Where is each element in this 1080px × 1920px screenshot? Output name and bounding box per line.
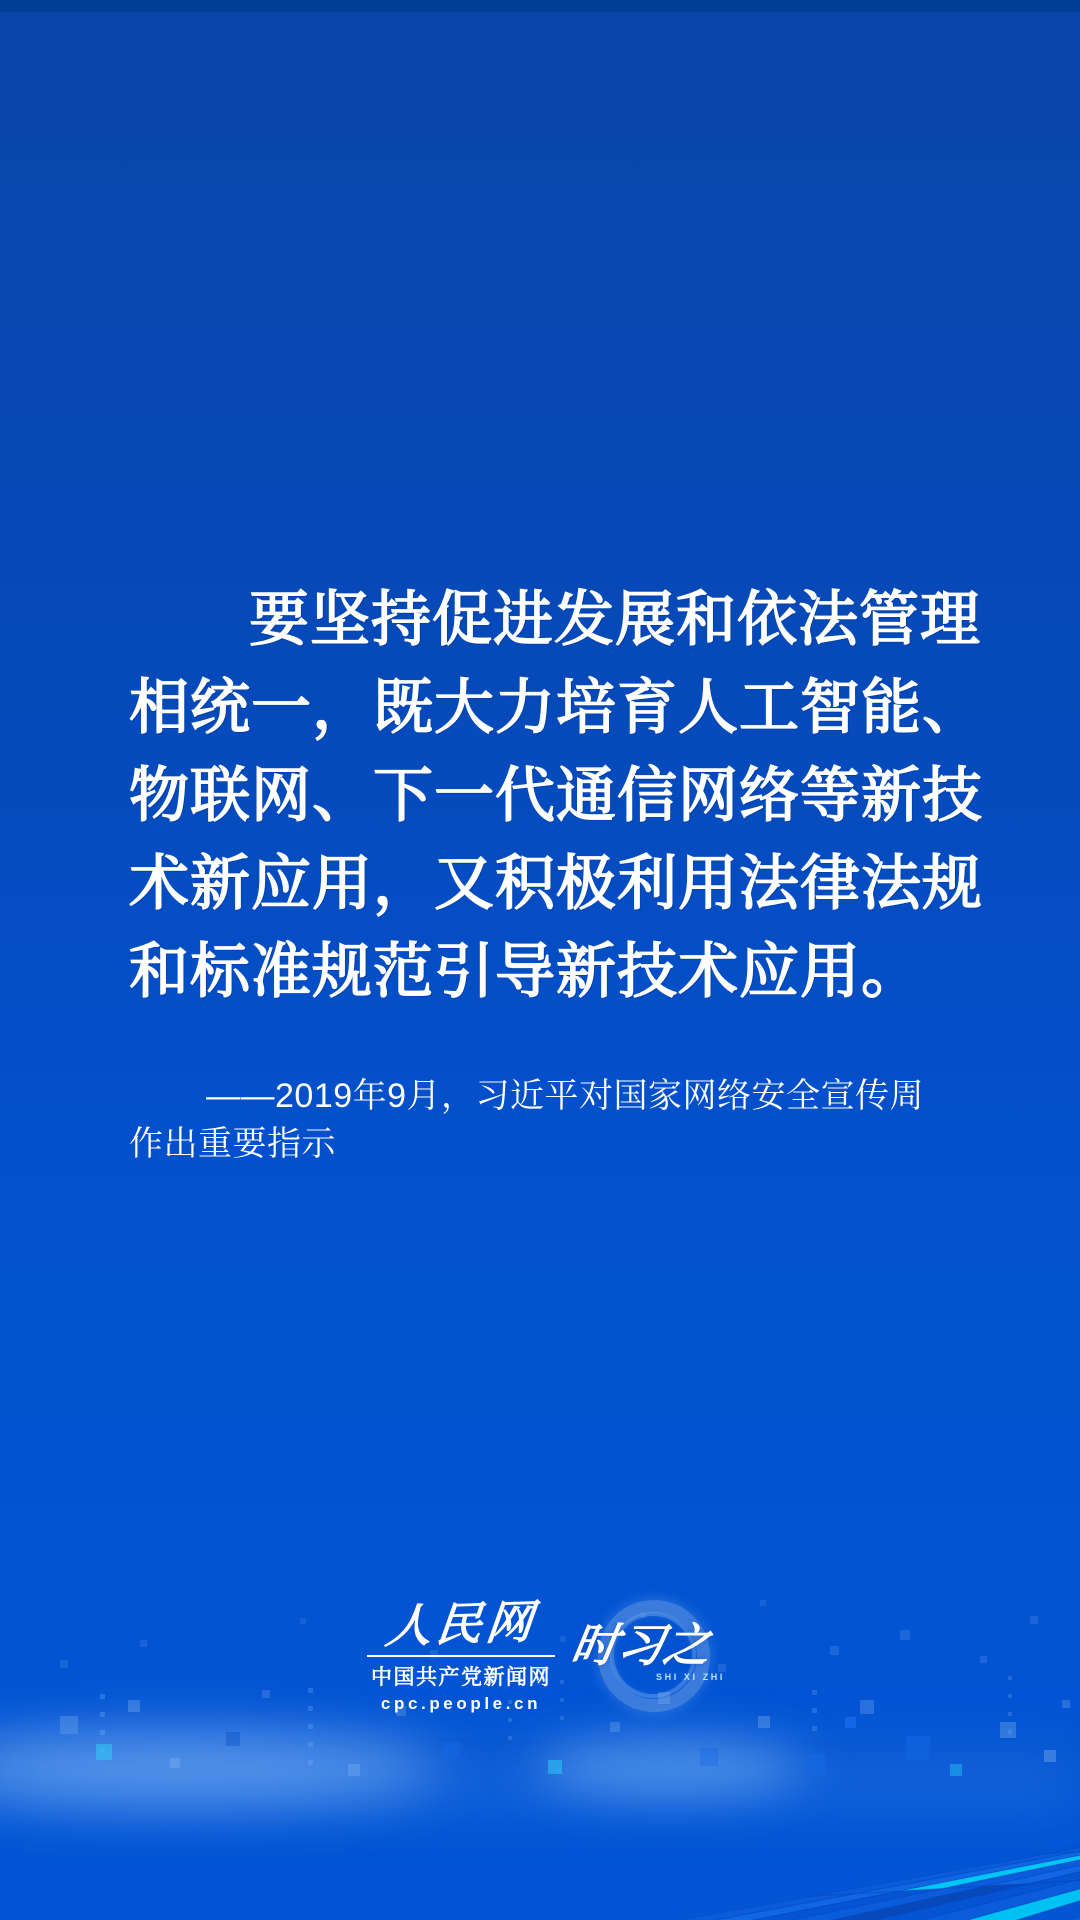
decor-square — [1008, 1694, 1012, 1698]
brand-subtitle: SHI XI ZHI — [656, 1672, 726, 1682]
decor-square — [308, 1742, 313, 1747]
decor-square — [140, 1640, 147, 1647]
decor-square — [560, 1680, 564, 1684]
decor-square — [262, 1690, 270, 1698]
floor-tile — [730, 1883, 1030, 1920]
quote-line: 术新应用，又积极利用法律法规 — [129, 850, 983, 917]
decor-square — [610, 1722, 620, 1732]
floor-tile — [468, 1894, 856, 1920]
quote-line: 物联网、下一代通信网络等新技 — [129, 762, 983, 829]
horizon-glow-center — [535, 1740, 805, 1796]
floor-tile — [987, 1845, 1080, 1886]
decor-square — [548, 1760, 562, 1774]
floor-tile — [993, 1873, 1080, 1920]
decor-square — [96, 1744, 112, 1760]
decor-square — [170, 1758, 180, 1768]
decor-square — [1008, 1730, 1012, 1734]
decor-square — [980, 1656, 987, 1663]
attribution-line: 作出重要指示 — [129, 1125, 336, 1163]
decor-square — [508, 1718, 512, 1722]
decor-square — [308, 1760, 313, 1765]
quote-line: 要坚持促进发展和依法管理 — [249, 586, 981, 653]
floor-tile — [534, 1891, 900, 1920]
decor-square — [226, 1732, 240, 1746]
decor-square — [60, 1660, 68, 1668]
peoples-daily-script-logo: 人民网 — [382, 1594, 540, 1654]
decor-square — [812, 1708, 817, 1713]
decor-square — [348, 1764, 360, 1776]
decor-square — [100, 1748, 105, 1753]
decor-square — [1008, 1676, 1012, 1680]
floor-tile — [862, 1878, 1080, 1920]
horizon-glow-left — [0, 1733, 440, 1803]
decor-square — [830, 1646, 839, 1655]
decor-square — [758, 1716, 770, 1728]
brand-name: 时习之 — [567, 1619, 715, 1671]
decor-square — [308, 1688, 313, 1693]
decor-square — [700, 1748, 718, 1766]
decor-square — [812, 1690, 817, 1695]
floor-tile — [599, 1889, 943, 1920]
floor-tile — [1074, 1842, 1080, 1881]
decor-square — [300, 1618, 306, 1624]
decor-square — [1062, 1700, 1070, 1708]
decor-square — [1000, 1722, 1016, 1738]
attribution-line: ——2019年9月，习近平对国家网络安全宣传周 — [206, 1077, 925, 1115]
quote-line: 相统一，既大力培育人工智能、 — [129, 674, 983, 741]
decor-square — [60, 1716, 78, 1734]
decor-square — [950, 1764, 962, 1776]
decor-square — [100, 1730, 105, 1735]
quote-text — [104, 576, 984, 1016]
decor-square — [128, 1700, 140, 1712]
decor-square — [444, 1742, 460, 1758]
floor-tile — [796, 1881, 1074, 1920]
floor-tile — [943, 1847, 1080, 1889]
decor-square — [560, 1636, 566, 1642]
floor-tile — [952, 1916, 1080, 1920]
decor-square — [308, 1724, 313, 1729]
decor-square — [508, 1736, 512, 1740]
floor-tile — [856, 1850, 1080, 1894]
floor-tile — [1031, 1843, 1080, 1883]
quote-attribution — [104, 1072, 1004, 1168]
decor-square — [100, 1694, 105, 1699]
decor-square — [560, 1716, 564, 1720]
peoples-daily-logo — [366, 1596, 556, 1714]
decor-square — [860, 1700, 874, 1714]
decor-square — [1030, 1616, 1038, 1624]
decor-square — [308, 1706, 313, 1711]
floor-tile — [1049, 1823, 1080, 1853]
decor-square — [1044, 1750, 1056, 1762]
decor-square — [560, 1698, 564, 1702]
floor-tile — [900, 1848, 1080, 1891]
decor-square — [906, 1736, 930, 1760]
horizon-glow-band — [0, 1756, 1080, 1800]
decor-square — [845, 1717, 856, 1728]
floor-tiles — [0, 1780, 1080, 1920]
quote-line: 和标准规范引导新技术应用。 — [129, 938, 922, 1005]
site-url: cpc.people.cn — [380, 1694, 542, 1713]
floor-tile — [927, 1876, 1080, 1920]
decor-square — [100, 1712, 105, 1717]
floor-tile — [812, 1852, 1077, 1896]
site-name: 中国共产党新闻网 — [371, 1666, 551, 1689]
floor-tile — [1058, 1871, 1080, 1920]
floor-tile — [1047, 1912, 1080, 1920]
shixizhi-logo — [567, 1596, 730, 1716]
decor-square — [900, 1630, 910, 1640]
decor-square — [1008, 1712, 1012, 1716]
horizon-fade — [0, 1738, 1080, 1810]
floor-tile — [665, 1886, 987, 1920]
decor-square — [812, 1726, 817, 1731]
decor-square — [760, 1600, 766, 1606]
decor-square — [806, 1754, 826, 1774]
